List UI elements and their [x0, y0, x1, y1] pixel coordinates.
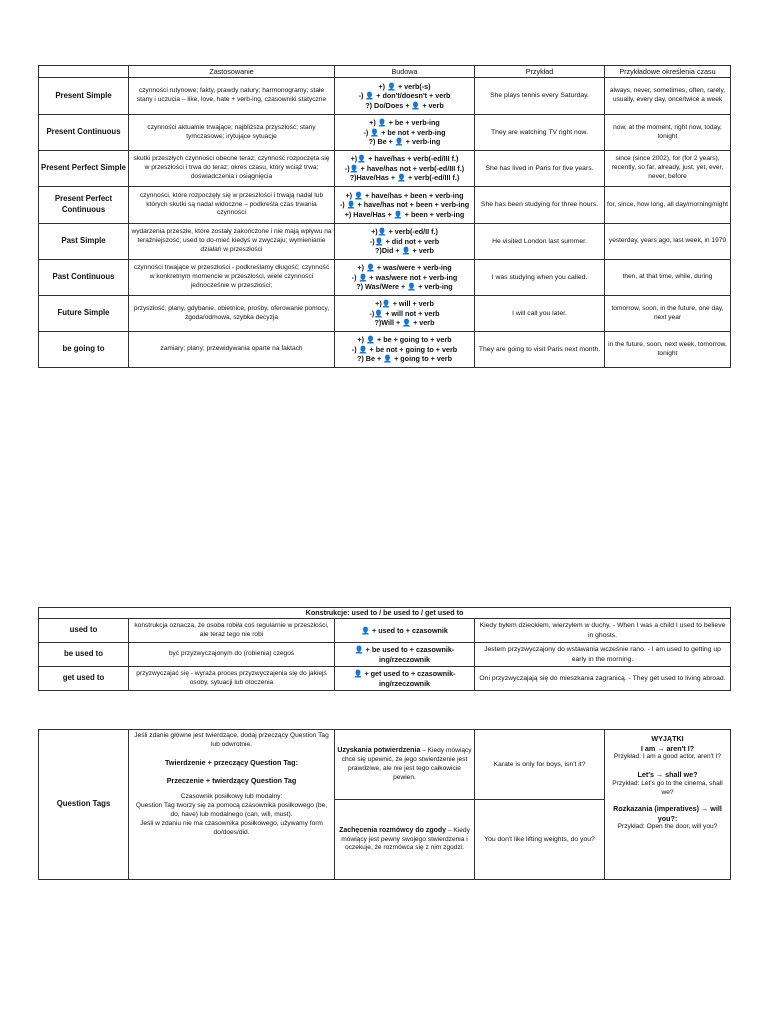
tense-example: She plays tennis every Saturday. [475, 78, 605, 115]
form-line: ?) Was/Were + 👤 + verb-ing [356, 282, 453, 292]
header-empty [39, 66, 129, 78]
rule-4: Question Tag tworzy się za pomocą czasownika posiłkowego (be, do, have) lub modalnego (can, will, must). [135, 802, 328, 818]
tense-use: czynności aktualnie trwające; najbliższa przyszłość; stany tymczasowe; irytujące sytuacje [129, 115, 335, 151]
rule-1: Twierdzenie + przeczący Question Tag: [165, 757, 298, 767]
form-line: -) 👤 + was/were not + verb-ing [351, 272, 458, 282]
construction-use: być przyzwyczajonym do (robienia) czegoś [129, 643, 335, 667]
exception-2: Let's → shall we? [637, 770, 698, 780]
tense-use: czynności trwające w przeszłości - podkreślamy długość; czynność w konkretnym momencie w przeszłości, wiele czynności jednocześnie w przeszłości; [129, 260, 335, 296]
form-line: +) 👤 + be + going to + verb [357, 335, 452, 345]
rule-intro: Jeśli zdanie główne jest twierdzące, dodaj przeczący Question Tag lub odwrotnie. [134, 732, 329, 748]
tense-time: yesterday, years ago, last week, in 1979 [605, 224, 731, 260]
tense-time: tomorrow, soon, in the future, one day, next year [605, 296, 731, 332]
tense-name: Present Perfect Continuous [39, 187, 129, 224]
form-line: -)👤 + will not + verb [369, 308, 440, 318]
construction-use: konstrukcja oznacza, że osoba robiła coś regularnie w przeszłości, ale teraz tego nie robi [129, 619, 335, 643]
tense-time: since (since 2002), for (for 2 years), recently, so far, already, just, yet, ever, never, before [605, 151, 731, 187]
form-line: +) 👤 + be + verb-ing [369, 118, 440, 128]
tense-use: przyszłość; plany, gdybanie, obietnice, prośby, oferowanie pomocy, zgoda/odmowa, szybka decyzja [129, 296, 335, 332]
tense-example: She has been studying for three hours. [475, 187, 605, 224]
tense-use: zamiary; plany; przewidywania oparte na faktach [129, 332, 335, 368]
tense-row [39, 332, 731, 368]
exception-2-example: Przykład: Let's go to the cinema, shall we? [612, 780, 723, 796]
question-tags-name: Question Tags [39, 730, 129, 880]
constructions-table [38, 607, 731, 691]
tense-example: She has lived in Paris for five years. [475, 151, 605, 187]
tense-row [39, 260, 731, 296]
tense-form [335, 260, 475, 296]
use-1-example: Karate is only for boys, isn't it? [475, 730, 605, 800]
exceptions-title: WYJĄTKI [651, 734, 684, 743]
form-line: +) 👤 + was/were + verb-ing [357, 263, 452, 273]
tense-form [335, 115, 475, 151]
form-line: ?)Did + 👤 + verb [375, 246, 434, 256]
form-line: ?)Have/Has + 👤 + verb(-ed/III f.) [349, 173, 460, 183]
construction-example: Kiedy byłem dzieckiem, wierzyłem w duchy. - When I was a child I used to believe in ghosts. [475, 619, 731, 643]
tense-time: in the future, soon, next week, tomorrow, tonight [605, 332, 731, 368]
header-form: Budowa [335, 66, 475, 78]
form-line: +) Have/Has + 👤 + been + verb-ing [344, 209, 465, 219]
question-tags-table [38, 729, 731, 880]
tenses-table [38, 65, 731, 368]
use-2 [335, 800, 475, 880]
tense-time: now, at the moment, right now, today, tonight [605, 115, 731, 151]
construction-name: get used to [39, 667, 129, 691]
tense-form [335, 151, 475, 187]
tense-example: They are watching TV right now. [475, 115, 605, 151]
use-2-text: – Kiedy mówiący jest pewny swojego stwierdzenia i oczekuje, że rozmówca się z nim zgodzi. [341, 826, 470, 852]
tense-name: Present Continuous [39, 115, 129, 151]
rule-3: Czasownik posiłkowy lub modalny: [180, 793, 283, 801]
tense-row [39, 115, 731, 151]
tense-form [335, 296, 475, 332]
tense-use: czynności rutynowe; fakty, prawdy natury; harmonogramy; stałe stany i uczucia – like, love, hate + verb-ing, czasowniki statyczne [129, 78, 335, 115]
form-line: +)👤 + verb(-ed/II f.) [371, 227, 438, 237]
tense-name: Present Simple [39, 78, 129, 115]
construction-example: Jestem przyzwyczajony do wstawania wcześnie rano. - I am used to getting up early in the morning. [475, 643, 731, 667]
exception-1-example: Przykład: I am a good actor, aren't I? [613, 753, 722, 761]
form-line: -) 👤 + don't/doesn't + verb [358, 91, 451, 101]
header-use: Zastosowanie [129, 66, 335, 78]
tense-name: Present Perfect Simple [39, 151, 129, 187]
construction-form: 👤 + get used to + czasownik-ing/rzeczownik [335, 667, 475, 691]
header-example: Przykład [475, 66, 605, 78]
construction-row [39, 667, 731, 691]
form-line: +)👤 + have/has + verb(-ed/III f.) [350, 154, 459, 164]
form-line: ?) Be + 👤 + verb-ing [368, 137, 441, 147]
construction-example: Oni przyzwyczajają się do mieszkania zagranicą. - They get used to living abroad. [475, 667, 731, 691]
tense-use: czynności, które rozpoczęły się w przeszłości i trwają nadal lub których skutki są nadal widoczne – podkreśla czas trwania czynności [129, 187, 335, 224]
tense-form [335, 224, 475, 260]
construction-use: przyzwyczajać się - wyraża proces przyzwyczajenia się do jakiejś osoby, sytuacji lub otoczenia [129, 667, 335, 691]
constructions-title-row [39, 608, 731, 619]
construction-row [39, 619, 731, 643]
tense-name: Past Simple [39, 224, 129, 260]
constructions-title: Konstrukcje: used to / be used to / get used to [39, 608, 731, 619]
tense-form [335, 78, 475, 115]
form-line: -)👤 + have/has not + verb(-ed/III f.) [344, 163, 465, 173]
tense-name: be going to [39, 332, 129, 368]
tense-use: wydarzenia przeszłe, które zostały zakończone i nie mają wpływu na teraźniejszość; used to do-mieć kiedyś w zwyczaju; wymienianie działań w przeszłości [129, 224, 335, 260]
tense-name: Future Simple [39, 296, 129, 332]
form-line: -) 👤 + be not + going to + verb [351, 344, 458, 354]
tense-example: He visited London last summer. [475, 224, 605, 260]
tense-time: then, at that time, while, during [605, 260, 731, 296]
tense-row [39, 224, 731, 260]
construction-name: used to [39, 619, 129, 643]
tense-name: Past Continuous [39, 260, 129, 296]
tense-row [39, 296, 731, 332]
use-2-title: Zachęcenia rozmówcy do zgody [339, 826, 447, 834]
form-line: +) 👤 + verb(-s) [378, 81, 431, 91]
use-2-example: You don't like lifting weights, do you? [475, 800, 605, 880]
rule-2: Przeczenie + twierdzący Question Tag [166, 775, 297, 785]
exception-3-example: Przykład: Open the door, will you? [617, 823, 718, 831]
form-line: -) 👤 + have/has not + been + verb-ing [339, 200, 470, 210]
tense-row [39, 187, 731, 224]
tense-time: for, since, how long, all day/morning/night [605, 187, 731, 224]
form-line: ?) Be + 👤 + going to + verb [356, 354, 452, 364]
tenses-header-row [39, 66, 731, 78]
construction-form: 👤 + used to + czasownik [335, 619, 475, 643]
rule-5: Jeśli w zdaniu nie ma czasownika posiłkowego, używamy form do/does/did. [140, 819, 323, 836]
tense-example: They are going to visit Paris next month. [475, 332, 605, 368]
exception-3: Rozkazania (imperatives) → will you?: [613, 803, 722, 823]
form-line: +) 👤 + have/has + been + verb-ing [345, 190, 464, 200]
form-line: +)👤 + will + verb [375, 299, 434, 309]
form-line: ?)Will + 👤 + verb [374, 318, 435, 328]
construction-name: be used to [39, 643, 129, 667]
exceptions [605, 730, 731, 880]
question-tags-rules [129, 730, 335, 880]
construction-row [39, 643, 731, 667]
tense-row [39, 78, 731, 115]
header-time: Przykładowe określenia czasu [605, 66, 731, 78]
use-1-text: – Kiedy mówiący chce się upewnić, że jego stwierdzenie jest prawdziwe, ale nie jest tego całkowicie pewien. [341, 747, 472, 781]
form-line: -) 👤 + be not + verb-ing [363, 127, 446, 137]
tense-form [335, 187, 475, 224]
use-1 [335, 730, 475, 800]
tense-example: I was studying when you called. [475, 260, 605, 296]
construction-form: 👤 + be used to + czasownik-ing/rzeczownik [335, 643, 475, 667]
tense-form [335, 332, 475, 368]
tense-time: always, never, sometimes, often, rarely, usually, every day, once/twice a week [605, 78, 731, 115]
use-1-title: Uzyskania potwierdzenia [337, 747, 421, 755]
form-line: -)👤 + did not + verb [369, 236, 440, 246]
tense-row [39, 151, 731, 187]
form-line: ?) Do/Does + 👤 + verb [365, 100, 444, 110]
tense-example: I will call you later. [475, 296, 605, 332]
tense-use: skutki przeszłych czynności obecne teraz; czynność rozpoczęta się w przeszłości i trwa do teraz; okres czasu, który wciąż trwa; doświadczenia i osiągnięcia [129, 151, 335, 187]
exception-1: I am → aren't I? [640, 743, 695, 753]
